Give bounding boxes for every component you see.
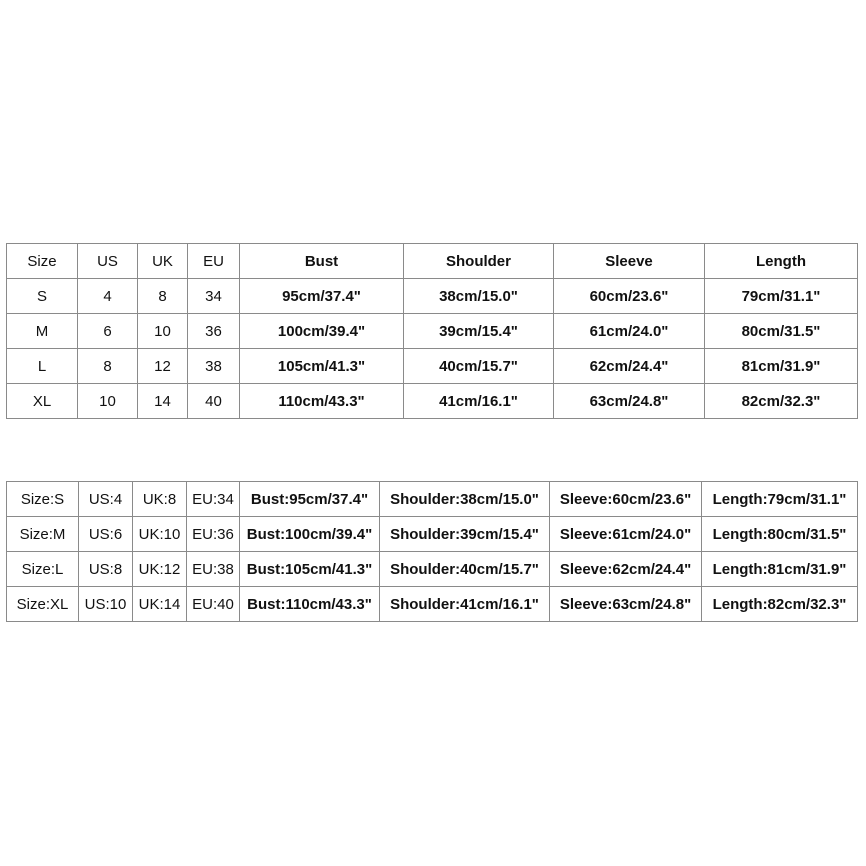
table-cell: 100cm/39.4" — [240, 314, 404, 349]
table-row — [7, 587, 858, 622]
table-header-row — [7, 244, 858, 279]
table-cell: 95cm/37.4" — [240, 279, 404, 314]
table-cell: Length:81cm/31.9" — [702, 552, 858, 587]
table-cell: EU:40 — [187, 587, 240, 622]
table-cell: Shoulder:40cm/15.7" — [380, 552, 550, 587]
table-cell: 39cm/15.4" — [404, 314, 554, 349]
header-cell: Size — [7, 244, 78, 279]
table-cell: Length:82cm/32.3" — [702, 587, 858, 622]
table-cell: 8 — [78, 349, 138, 384]
table-cell: US:6 — [79, 517, 133, 552]
header-cell: Sleeve — [554, 244, 705, 279]
table-cell: Sleeve:61cm/24.0" — [550, 517, 702, 552]
size-chart-labeled-table — [6, 481, 858, 622]
table-cell: Sleeve:62cm/24.4" — [550, 552, 702, 587]
table-cell: 81cm/31.9" — [705, 349, 858, 384]
table-cell: M — [7, 314, 78, 349]
table-cell: Shoulder:39cm/15.4" — [380, 517, 550, 552]
table-cell: US:10 — [79, 587, 133, 622]
table-cell: 79cm/31.1" — [705, 279, 858, 314]
header-cell: Bust — [240, 244, 404, 279]
table-cell: 40cm/15.7" — [404, 349, 554, 384]
table-row — [7, 314, 858, 349]
table-cell: UK:10 — [133, 517, 187, 552]
header-cell: US — [78, 244, 138, 279]
table-row — [7, 517, 858, 552]
table-cell: Shoulder:41cm/16.1" — [380, 587, 550, 622]
table-row — [7, 482, 858, 517]
table-cell: EU:36 — [187, 517, 240, 552]
table-cell: 110cm/43.3" — [240, 384, 404, 419]
table-cell: UK:8 — [133, 482, 187, 517]
table-row — [7, 279, 858, 314]
table-cell: 105cm/41.3" — [240, 349, 404, 384]
table-cell: 10 — [138, 314, 188, 349]
table-cell: 60cm/23.6" — [554, 279, 705, 314]
table-cell: XL — [7, 384, 78, 419]
table-cell: 36 — [188, 314, 240, 349]
table-cell: L — [7, 349, 78, 384]
table-cell: 6 — [78, 314, 138, 349]
header-cell: Shoulder — [404, 244, 554, 279]
table-row — [7, 384, 858, 419]
header-cell: UK — [138, 244, 188, 279]
table-cell: Sleeve:63cm/24.8" — [550, 587, 702, 622]
table-cell: 63cm/24.8" — [554, 384, 705, 419]
table-cell: 38 — [188, 349, 240, 384]
table-row — [7, 349, 858, 384]
table-cell: 38cm/15.0" — [404, 279, 554, 314]
table-cell: EU:38 — [187, 552, 240, 587]
table-cell: 41cm/16.1" — [404, 384, 554, 419]
table-cell: Bust:105cm/41.3" — [240, 552, 380, 587]
table-cell: Size:XL — [7, 587, 79, 622]
table-cell: Size:M — [7, 517, 79, 552]
table-cell: Bust:110cm/43.3" — [240, 587, 380, 622]
table-cell: Length:79cm/31.1" — [702, 482, 858, 517]
table-cell: Bust:100cm/39.4" — [240, 517, 380, 552]
table-cell: 14 — [138, 384, 188, 419]
table-cell: UK:14 — [133, 587, 187, 622]
table-cell: Length:80cm/31.5" — [702, 517, 858, 552]
table-cell: 40 — [188, 384, 240, 419]
table-cell: 12 — [138, 349, 188, 384]
table-cell: US:4 — [79, 482, 133, 517]
table-cell: EU:34 — [187, 482, 240, 517]
table-cell: 8 — [138, 279, 188, 314]
table-row — [7, 552, 858, 587]
table-cell: Shoulder:38cm/15.0" — [380, 482, 550, 517]
table-cell: 4 — [78, 279, 138, 314]
table-cell: Bust:95cm/37.4" — [240, 482, 380, 517]
size-chart-table — [6, 243, 858, 419]
table-cell: Sleeve:60cm/23.6" — [550, 482, 702, 517]
table-cell: Size:L — [7, 552, 79, 587]
header-cell: Length — [705, 244, 858, 279]
table-cell: UK:12 — [133, 552, 187, 587]
table-cell: 61cm/24.0" — [554, 314, 705, 349]
table-cell: 10 — [78, 384, 138, 419]
table-cell: Size:S — [7, 482, 79, 517]
table-cell: 80cm/31.5" — [705, 314, 858, 349]
table-cell: 82cm/32.3" — [705, 384, 858, 419]
table-cell: 34 — [188, 279, 240, 314]
header-cell: EU — [188, 244, 240, 279]
table-cell: 62cm/24.4" — [554, 349, 705, 384]
table-cell: US:8 — [79, 552, 133, 587]
table-cell: S — [7, 279, 78, 314]
